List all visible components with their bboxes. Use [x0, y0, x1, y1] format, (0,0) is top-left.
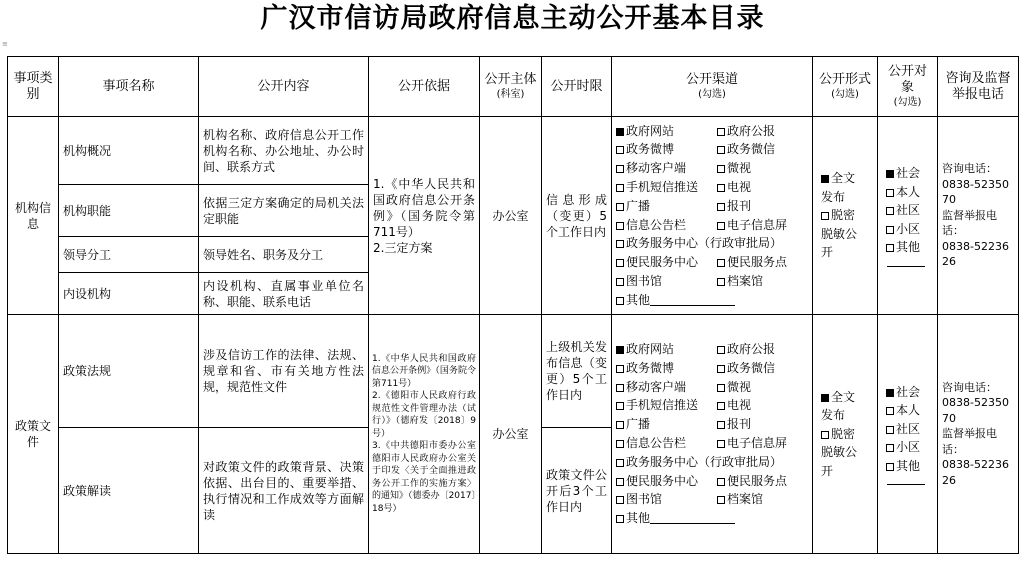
form-label: 脱密脱敏公开	[821, 426, 858, 478]
header-form-sub: (勾选)	[831, 89, 859, 100]
basis-cell: 1.《中华人民共和国政府信息公开条例》（国务院令第711号） 2.《德阳市人民政府行政规范性文件管理办法（试行）》（德府发〔2018〕9号） 3.《中共德阳市委办公室 德阳市人民政府办公室关于印发〈关于全面推进政务公开工作的实施方案〉的通知》（德委办〔2017〕18号）	[369, 315, 480, 554]
item-name-cell: 领导分工	[59, 237, 199, 273]
channel-option[interactable]	[616, 396, 717, 415]
checkbox[interactable]	[821, 212, 829, 220]
content-cell: 领导姓名、职务及分工	[199, 237, 369, 273]
category-cell: 政策文件	[8, 315, 59, 554]
header-subject-main: 公开主体	[484, 72, 537, 87]
content-cell: 对政策文件的政策背景、决策依据、出台目的、重要举措、执行情况和工作成效等方面解读	[199, 428, 369, 554]
channel-label: 政务微信	[727, 142, 776, 157]
channel-option[interactable]	[616, 434, 717, 453]
channel-list	[616, 122, 808, 310]
channel-option[interactable]	[717, 359, 808, 378]
target-option[interactable]	[882, 220, 933, 239]
content-cell: 依据三定方案确定的局机关法定职能	[199, 185, 369, 237]
channel-option[interactable]	[717, 415, 808, 434]
header-form	[813, 57, 878, 117]
header-item-name: 事项名称	[59, 57, 199, 117]
checkbox[interactable]	[717, 384, 725, 392]
channel-option[interactable]	[616, 359, 717, 378]
checkbox[interactable]	[717, 421, 725, 429]
channel-option[interactable]	[717, 178, 808, 197]
channel-option[interactable]	[717, 122, 808, 141]
checkbox[interactable]	[616, 297, 624, 305]
channel-option[interactable]	[616, 453, 808, 472]
form-cell	[813, 315, 878, 554]
checkbox[interactable]	[616, 240, 624, 248]
time-limit-cell: 信息形成（变更）5个工作日内	[542, 117, 612, 315]
report-number: 0838-5223626	[942, 239, 1009, 269]
other-blank-line[interactable]	[650, 295, 735, 306]
channel-option[interactable]	[616, 178, 717, 197]
channel-option[interactable]	[717, 472, 808, 491]
channel-label: 图书馆	[626, 492, 663, 507]
table-row	[8, 117, 1019, 185]
checkbox[interactable]	[616, 165, 624, 173]
target-option[interactable]	[882, 438, 933, 457]
form-list	[817, 169, 873, 262]
channel-option[interactable]	[616, 272, 717, 291]
target-option[interactable]	[882, 183, 933, 202]
item-name-cell: 政策解读	[59, 428, 199, 554]
channel-label: 信息公告栏	[626, 217, 687, 232]
checkbox[interactable]	[717, 346, 725, 354]
header-category: 事项类别	[8, 57, 59, 117]
channel-option[interactable]	[616, 472, 717, 491]
checkbox[interactable]	[886, 244, 894, 252]
checkbox[interactable]	[717, 222, 725, 230]
checkbox[interactable]	[717, 259, 725, 267]
channel-label: 微视	[727, 161, 752, 176]
checkbox[interactable]	[616, 184, 624, 192]
target-label: 社会	[896, 166, 921, 181]
channel-option[interactable]	[717, 378, 808, 397]
form-label: 脱密脱敏公开	[821, 208, 858, 260]
channel-option[interactable]	[616, 197, 717, 216]
consult-number: 0838-5235070	[942, 177, 1009, 207]
target-option[interactable]	[882, 164, 933, 183]
channel-label: 手机短信推送	[626, 179, 699, 194]
channel-option[interactable]	[717, 197, 808, 216]
channel-option[interactable]	[717, 434, 808, 453]
channel-option[interactable]	[717, 490, 808, 509]
checkbox[interactable]	[616, 402, 624, 410]
consult-label: 咨询电话：	[942, 162, 997, 176]
checkbox[interactable]	[616, 203, 624, 211]
catalog-table	[7, 56, 1019, 554]
checkbox[interactable]	[886, 389, 894, 397]
other-blank-line[interactable]	[650, 513, 735, 524]
checkbox[interactable]	[616, 222, 624, 230]
checkbox[interactable]	[821, 431, 829, 439]
channel-label: 档案馆	[727, 273, 764, 288]
other-blank-line[interactable]	[887, 257, 925, 267]
subject-cell: 办公室	[480, 117, 542, 315]
checkbox[interactable]	[717, 278, 725, 286]
checkbox[interactable]	[717, 203, 725, 211]
channel-label: 便民服务中心	[626, 473, 699, 488]
channel-label: 电子信息屏	[727, 217, 788, 232]
channel-label: 电子信息屏	[727, 436, 788, 450]
form-option[interactable]	[817, 206, 865, 262]
page-title: 广汉市信访局政府信息主动公开基本目录	[260, 3, 765, 34]
target-label: 社区	[896, 421, 921, 436]
checkbox[interactable]	[886, 463, 894, 471]
channel-option[interactable]	[616, 415, 717, 434]
target-cell	[878, 315, 938, 554]
form-cell	[813, 117, 878, 315]
target-cell	[878, 117, 938, 315]
target-label: 社区	[896, 203, 921, 218]
target-option[interactable]	[882, 201, 933, 220]
channel-label: 其他	[626, 511, 651, 526]
channel-label: 图书馆	[626, 273, 663, 288]
header-target	[878, 57, 938, 117]
channel-option[interactable]	[616, 234, 808, 253]
table-row	[8, 315, 1019, 428]
subject-cell: 办公室	[480, 315, 542, 554]
checkbox[interactable]	[821, 394, 829, 402]
channel-cell	[612, 117, 813, 315]
content-cell: 机构名称、政府信息公开工作机构名称、办公地址、办公时间、联系方式	[199, 117, 369, 185]
channel-option[interactable]	[616, 216, 717, 235]
channel-label: 电视	[727, 179, 752, 194]
channel-label: 电视	[727, 398, 752, 413]
checkbox[interactable]	[616, 421, 624, 429]
channel-label: 便民服务点	[727, 255, 788, 270]
checkbox[interactable]	[616, 515, 624, 523]
channel-label: 政府公报	[727, 123, 776, 138]
side-marker: ≡	[2, 40, 8, 48]
channel-option[interactable]	[717, 340, 808, 359]
checkbox[interactable]	[717, 165, 725, 173]
channel-label: 政务微博	[626, 360, 675, 375]
channel-label: 报刊	[727, 198, 752, 213]
checkbox[interactable]	[616, 496, 624, 504]
checkbox[interactable]	[886, 444, 894, 452]
channel-option[interactable]	[616, 490, 717, 509]
report-number: 0838-5223626	[942, 458, 1009, 487]
consult-label: 咨询电话：	[942, 380, 997, 394]
header-time-limit: 公开时限	[542, 57, 612, 117]
category-cell: 机构信息	[8, 117, 59, 315]
checkbox[interactable]	[886, 207, 894, 215]
header-form-main: 公开形式	[818, 72, 871, 87]
channel-label: 便民服务中心	[626, 255, 699, 270]
channel-option[interactable]	[717, 159, 808, 178]
checkbox[interactable]	[886, 189, 894, 197]
target-option[interactable]	[882, 420, 933, 439]
checkbox[interactable]	[616, 278, 624, 286]
checkbox[interactable]	[616, 259, 624, 267]
channel-label: 信息公告栏	[626, 436, 687, 450]
channel-label: 便民服务点	[727, 473, 788, 488]
target-label: 本人	[896, 184, 921, 199]
channel-option[interactable]	[717, 140, 808, 159]
channel-option[interactable]	[616, 159, 717, 178]
target-label: 其他	[896, 458, 921, 473]
header-subject	[480, 57, 542, 117]
form-option[interactable]	[817, 169, 865, 206]
consult-number: 0838-5235070	[942, 396, 1009, 425]
checkbox[interactable]	[821, 175, 829, 183]
checkbox[interactable]	[717, 496, 725, 504]
checkbox[interactable]	[886, 407, 894, 415]
header-basis: 公开依据	[369, 57, 480, 117]
checkbox[interactable]	[717, 184, 725, 192]
channel-option[interactable]	[717, 253, 808, 272]
target-list	[882, 164, 933, 267]
header-subject-sub: (科室)	[496, 89, 525, 100]
channel-option[interactable]	[616, 253, 717, 272]
checkbox[interactable]	[616, 365, 624, 373]
item-name-cell: 内设机构	[59, 273, 199, 315]
form-label: 全文发布	[821, 389, 856, 423]
time-limit-cell: 上级机关发布信息（变更）5个工作日内	[542, 315, 612, 428]
header-target-main: 公开对象	[887, 64, 927, 95]
channel-label: 其他	[626, 292, 651, 307]
channel-label: 移动客户端	[626, 379, 687, 394]
channel-option-other[interactable]	[616, 509, 808, 528]
channel-option[interactable]	[616, 340, 717, 359]
channel-cell	[612, 315, 813, 554]
channel-label: 政府网站	[626, 123, 675, 138]
target-option[interactable]	[882, 238, 933, 257]
channel-list	[616, 340, 808, 528]
basis-cell: 1.《中华人民共和国政府信息公开条例》（国务院令第711号） 2.三定方案	[369, 117, 480, 315]
header-channel	[612, 57, 813, 117]
target-label: 小区	[896, 440, 921, 455]
header-channel-main: 公开渠道	[685, 72, 738, 87]
checkbox[interactable]	[717, 440, 725, 448]
target-label: 其他	[896, 240, 921, 255]
channel-label: 政府公报	[727, 342, 776, 357]
target-label: 本人	[896, 403, 921, 418]
checkbox[interactable]	[886, 426, 894, 434]
channel-label: 档案馆	[727, 492, 764, 507]
checkbox[interactable]	[616, 478, 624, 486]
header-contact: 咨询及监督举报电话	[938, 57, 1019, 117]
channel-option[interactable]	[717, 216, 808, 235]
target-label: 社会	[896, 384, 921, 399]
channel-option[interactable]	[717, 272, 808, 291]
form-list	[817, 388, 873, 481]
channel-label: 广播	[626, 198, 651, 213]
form-option[interactable]	[817, 425, 865, 481]
target-option[interactable]	[882, 457, 933, 476]
checkbox[interactable]	[886, 226, 894, 234]
checkbox[interactable]	[886, 170, 894, 178]
channel-option[interactable]	[616, 122, 717, 141]
channel-option[interactable]	[717, 396, 808, 415]
item-name-cell: 机构概况	[59, 117, 199, 185]
channel-label: 政府网站	[626, 342, 675, 357]
checkbox[interactable]	[616, 146, 624, 154]
time-limit-cell: 政策文件公开后3个工作日内	[542, 428, 612, 554]
target-option[interactable]	[882, 383, 933, 402]
header-target-sub: (勾选)	[893, 97, 922, 108]
checkbox[interactable]	[616, 440, 624, 448]
contact-cell	[938, 315, 1019, 554]
checkbox[interactable]	[717, 402, 725, 410]
channel-label: 移动客户端	[626, 161, 687, 176]
target-list	[882, 383, 933, 486]
checkbox[interactable]	[717, 146, 725, 154]
checkbox[interactable]	[616, 346, 624, 354]
form-option[interactable]	[817, 388, 865, 425]
channel-label: 手机短信推送	[626, 398, 699, 413]
channel-label: 微视	[727, 379, 752, 394]
header-row	[8, 57, 1019, 117]
channel-option[interactable]	[616, 378, 717, 397]
target-label: 小区	[896, 221, 921, 236]
contact-cell	[938, 117, 1019, 315]
header-channel-sub: (勾选)	[698, 89, 726, 100]
checkbox[interactable]	[616, 459, 624, 467]
header-content: 公开内容	[199, 57, 369, 117]
channel-label: 政务微信	[727, 360, 776, 375]
channel-label: 报刊	[727, 417, 752, 432]
channel-option-other[interactable]	[616, 291, 808, 310]
checkbox[interactable]	[616, 384, 624, 392]
report-label: 监督举报电话：	[942, 427, 997, 456]
checkbox[interactable]	[616, 128, 624, 136]
checkbox[interactable]	[717, 478, 725, 486]
checkbox[interactable]	[717, 365, 725, 373]
item-name-cell: 机构职能	[59, 185, 199, 237]
content-cell: 内设机构、直属事业单位名称、职能、联系电话	[199, 273, 369, 315]
channel-label: 政务服务中心（行政审批局）	[626, 454, 783, 469]
target-option[interactable]	[882, 401, 933, 420]
channel-label: 政务服务中心（行政审批局）	[626, 236, 783, 251]
other-blank-line[interactable]	[887, 475, 925, 485]
content-cell: 涉及信访工作的法律、法规、规章和省、市有关地方性法规，规范性文件	[199, 315, 369, 428]
report-label: 监督举报电话：	[942, 208, 997, 238]
form-label: 全文发布	[821, 171, 856, 204]
channel-option[interactable]	[616, 140, 717, 159]
channel-label: 广播	[626, 417, 651, 432]
checkbox[interactable]	[717, 128, 725, 136]
channel-label: 政务微博	[626, 142, 675, 157]
item-name-cell: 政策法规	[59, 315, 199, 428]
